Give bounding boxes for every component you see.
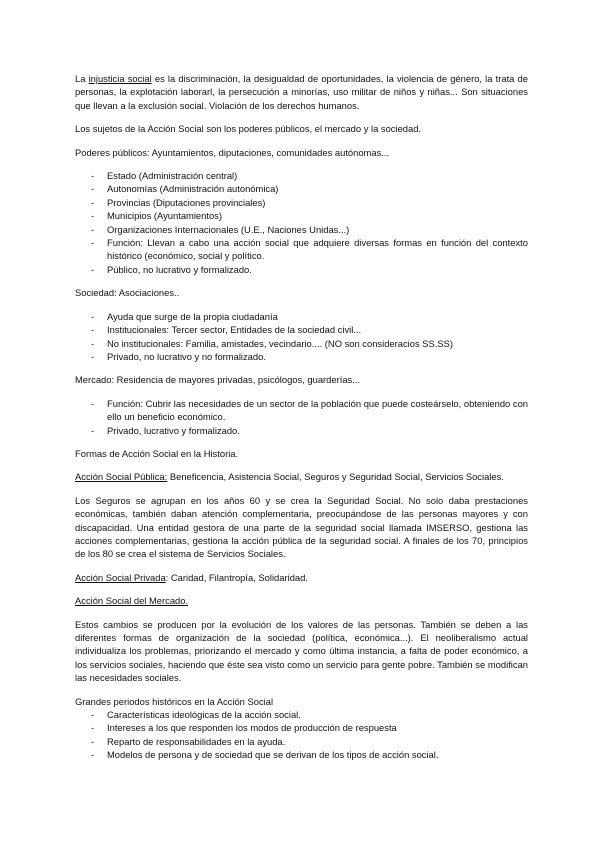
term-injusticia-social: injusticia social [88,73,152,84]
document-page [75,0,528,762]
list-item: - Modelos de persona y de sociedad que se derivan de los tipos de acción social. [91,748,528,761]
list-item: - Provincias (Diputaciones provinciales) [91,196,528,209]
sujetos-paragraph: Los sujetos de la Acción Social son los poderes públicos, el mercado y la sociedad. [75,123,422,135]
mercado-list [75,397,528,437]
list-item: - Ayuda que surge de la propia ciudadanía [91,310,528,323]
intro-paragraph [75,72,528,112]
list-item: - Función: Cubrir las necesidades de un sector de la población que puede costeárselo, obteniendo con ello un beneficio económico. [91,397,528,424]
periodos-heading: Grandes periodos históricos en la Acción Social [75,695,274,707]
list-item: - Estado (Administración central) [91,169,528,182]
list-item: - Reparto de responsabilidades en la ayuda. [91,735,528,748]
text: La [75,73,89,84]
accion-privada-paragraph [75,571,528,584]
sociedad-list [75,310,528,364]
periodos-list [75,708,528,762]
list-item: - Autonomías (Administración autonómica) [91,182,528,195]
accion-publica-paragraph [75,470,528,483]
poderes-list [75,169,528,276]
term-accion-publica: Acción Social Pública: [75,471,168,483]
accion-mercado-heading [75,594,528,607]
list-item: - Función: Llevan a cabo una acción social que adquiere diversas formas en función del contexto histórico (económico, social y político. [91,236,528,263]
list-item: - Privado, lucrativo y formalizado. [91,424,528,437]
sociedad-heading: Sociedad: Asociaciones.. [75,287,180,299]
list-item: - Intereses a los que responden los modos de producción de respuesta [91,721,528,734]
cambios-paragraph: Estos cambios se producen por la evolución de los valores de las personas. También se deben a las diferentes formas de organización de la sociedad (política, económica...). El neoliberalismo actual individualiza los problemas, priorizando el mercado y como última instancia, a falta de poder económico, a los servicios sociales, haciendo que éste sea visto como un servicio para gente pobre. También se modifican las necesidades sociales. [75,618,528,684]
text: : Caridad, Filantropía, Solidaridad. [165,571,308,583]
list-item: - Municipios (Ayuntamientos) [91,209,528,222]
list-item: - Características ideológicas de la acción social. [91,708,528,721]
text: Beneficencia, Asistencia Social, Seguros y Seguridad Social, Servicios Sociales. [167,471,504,483]
term-accion-privada: Acción Social Privada [75,571,166,583]
list-item: - Privado, no lucrativo y no formalizado. [91,350,528,363]
term-accion-mercado: Acción Social del Mercado. [75,595,189,607]
list-item: - No institucionales: Familia, amistades, vecindario.... (NO son consideracios SS.SS) [91,337,528,350]
formas-heading: Formas de Acción Social en la Historia. [75,447,239,459]
seguros-paragraph: Los Seguros se agrupan en los años 60 y se crea la Seguridad Social. No solo daba prestaciones económicas, también daban atención complementaria, preocupándose de las personas mayores y con discapacidad. Una entidad gestora de una parte de la seguridad social llamada IMSERSO, gestiona las acciones complementarias, gestiona la acción pública de la seguridad social. A finales de los 70, principios de los 80 se crea el sistema de Servicios Sociales. [75,494,528,560]
list-item: - Público, no lucrativo y formalizado. [91,263,528,276]
text: es la discriminación, la desigualdad de oportunidades, la violencia de género, la trata de personas, la explotación laborarl, la persecución a minorías, uso militar de niños y niñas... Son situaciones que llevan a la exclusión social. Violación de los derechos humanos. [75,73,528,111]
mercado-heading: Mercado: Residencia de mayores privadas, psicólogos, guarderías... [75,374,361,386]
poderes-heading: Poderes públicos: Ayuntamientos, diputaciones, comunidades autónomas... [75,146,390,158]
list-item: - Organizaciones Internacionales (U.E., Naciones Unidas...) [91,223,528,236]
list-item: - Institucionales: Tercer sector, Entidades de la sociedad civil... [91,323,528,336]
